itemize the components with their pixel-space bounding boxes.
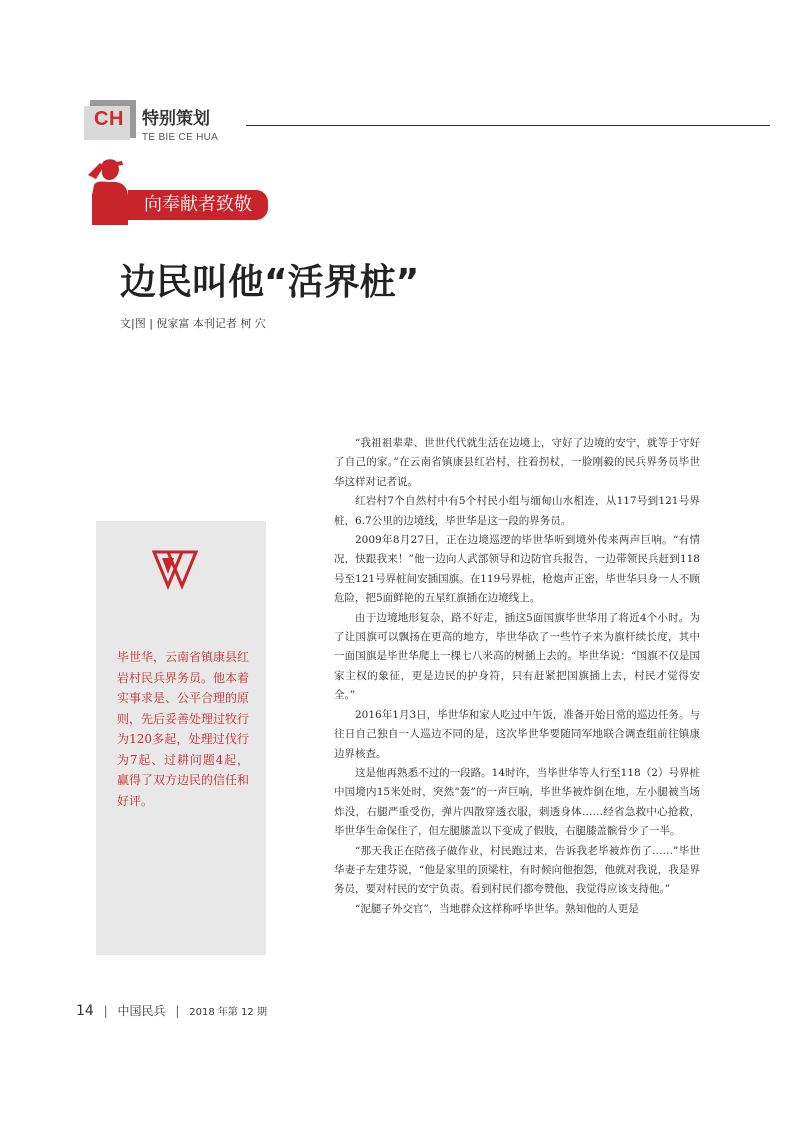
- body-paragraph: “那天我正在陪孩子做作业，村民跑过来，告诉我老毕被炸伤了……”毕世华妻子左建芬说，“他是家里的顶梁柱，有时候向他抱怨，他就对我说，我是界务员，要对村民的安宁负责。看到村民们都夸赞他，我觉得应该支持他。”: [334, 844, 700, 896]
- salute-soldier-icon: [86, 155, 132, 225]
- footer-separator: |: [103, 1004, 108, 1018]
- section-logo: [84, 100, 134, 140]
- page-number: 14: [76, 1003, 94, 1019]
- theme-banner: 向奉献者致敬: [128, 190, 268, 220]
- body-paragraph: 由于边境地形复杂，路不好走，插这5面国旗毕世华用了将近4个小时。为了让国旗可以飘扬在更高的地方，毕世华砍了一些竹子来为旗杆续长度，其中一面国旗是毕世华爬上一棵七八米高的树插上去的。毕世华说：“国旗不仅是国家主权的象征，更是边民的护身符，只有赶紧把国旗插上去，村民才觉得安全。”: [334, 611, 700, 702]
- section-pinyin: TE BIE CE HUA: [142, 132, 219, 143]
- body-paragraph: 2009年8月27日，正在边境巡逻的毕世华听到境外传来两声巨响。“有情况，快跟我来！”他一边向人武部领导和边防官兵报告，一边带领民兵赶到118号至121号界桩间安插国旗。在119号界桩，枪炮声正密，毕世华只身一人不顾危险，把5面鲜艳的五星红旗插在边境线上。: [334, 534, 700, 605]
- article-title: 边民叫他“活界桩”: [120, 262, 420, 303]
- sidebar-note: 毕世华，云南省镇康县红岩村民兵界务员。他本着实事求是、公平合理的原则，先后妥善处理过牧行为120多起，处理过伐行为7起、过耕问题4起，赢得了双方边民的信任和好评。: [117, 650, 250, 808]
- section-title: 特别策划: [142, 109, 210, 129]
- body-paragraph: 红岩村7个自然村中有5个村民小组与缅甸山水相连，从117号到121号界桩，6.7公里的边境线，毕世华是这一段的界务员。: [334, 495, 700, 527]
- issue-label: 2018 年第 12 期: [189, 1007, 267, 1018]
- header-rule: [246, 125, 770, 126]
- triangle-emblem-icon: [152, 548, 198, 590]
- body-paragraph: “泥腿子外交官”，当地群众这样称呼毕世华。熟知他的人更是: [355, 902, 639, 915]
- body-paragraph: 2016年1月3日，毕世华和家人吃过中午饭，准备开始日常的巡边任务。与往日自己独自一人巡边不同的是，这次毕世华要随同军地联合调查组前往镇康边界核查。: [334, 708, 700, 760]
- body-paragraph: 这是他再熟悉不过的一段路。14时许，当毕世华等人行至118（2）号界桩中国境内15米处时，突然“轰”的一声巨响，毕世华被炸倒在地，左小腿被当场炸没，右腿严重受伤，弹片四散穿透衣服，刺透身体……经省急救中心抢救，毕世华生命保住了，但左腿膝盖以下变成了假肢，右腿膝盖髌骨少了一半。: [334, 766, 700, 838]
- article-body: [334, 434, 700, 919]
- sidebar-box: [96, 521, 266, 955]
- logo-text: CH: [94, 108, 124, 130]
- body-paragraph: “我祖祖辈辈、世世代代就生活在边境上，守好了边境的安宁，就等于守好了自己的家。”在云南省镇康县红岩村，拄着拐杖，一脸刚毅的民兵界务员毕世华这样对记者说。: [334, 437, 700, 488]
- page-footer: [76, 1002, 267, 1019]
- byline: 文|图 | 倪家富 本刊记者 柯 穴: [120, 317, 266, 330]
- footer-separator: |: [175, 1004, 180, 1018]
- magazine-name: 中国民兵: [117, 1004, 166, 1018]
